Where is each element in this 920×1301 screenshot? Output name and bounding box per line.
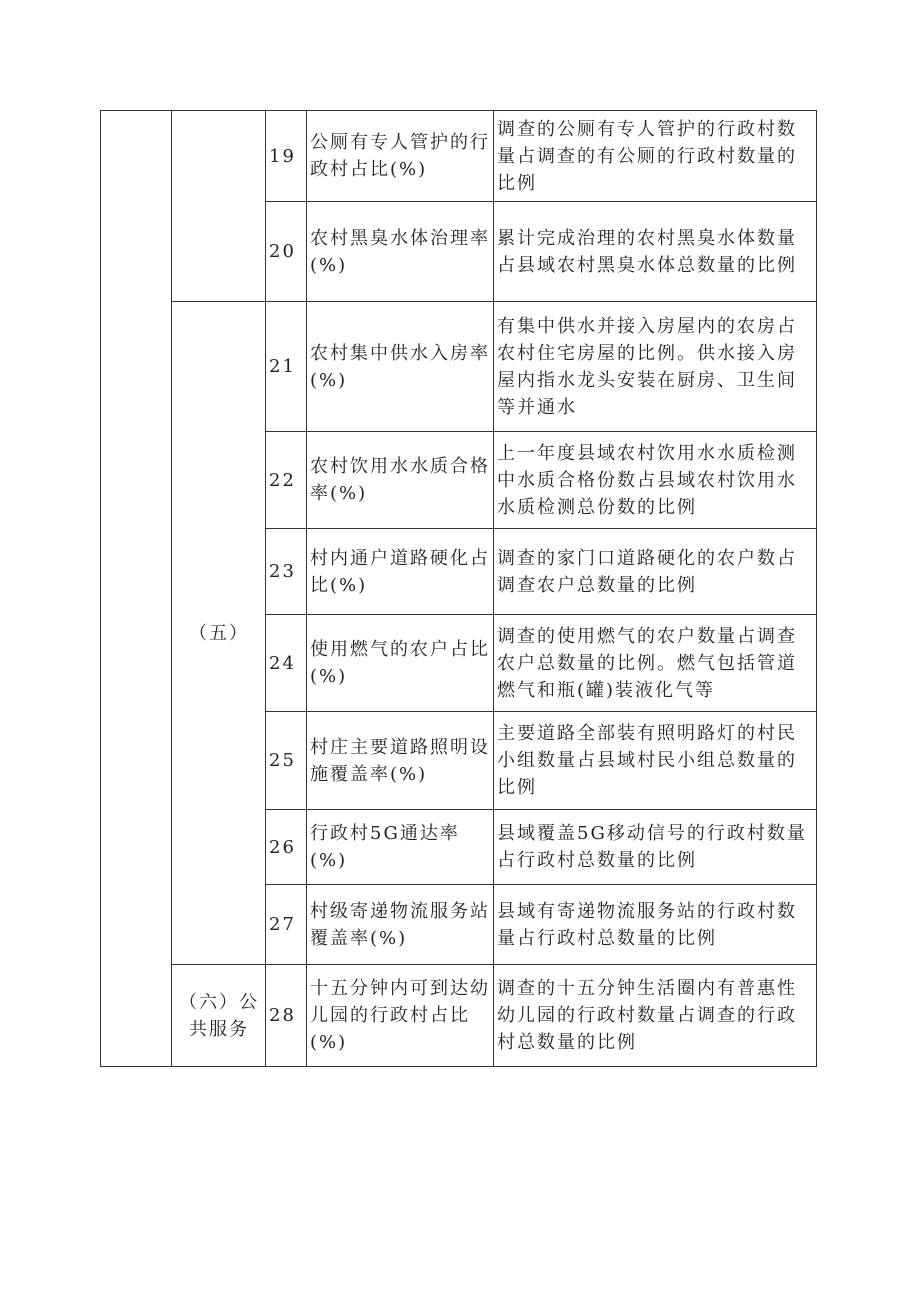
table-row	[101, 302, 817, 432]
indicator-name: 十五分钟内可到达幼儿园的行政村占比(%)	[307, 965, 494, 1067]
subcategory-cell	[172, 111, 266, 302]
row-number: 19	[266, 111, 307, 202]
indicator-name: 农村集中供水入房率(%)	[307, 302, 494, 432]
indicator-description: 有集中供水并接入房屋内的农房占农村住宅房屋的比例。供水接入房屋内指水龙头安装在厨房、卫生间等并通水	[494, 302, 817, 432]
indicator-description: 上一年度县域农村饮用水水质检测中水质合格份数占县域农村饮用水水质检测总份数的比例	[494, 432, 817, 529]
group-label-five: （五）	[172, 302, 266, 965]
row-number: 20	[266, 202, 307, 302]
indicator-name: 农村饮用水水质合格率(%)	[307, 432, 494, 529]
indicator-description: 调查的十五分钟生活圈内有普惠性幼儿园的行政村数量占调查的行政村总数量的比例	[494, 965, 817, 1067]
indicator-name: 行政村5G通达率(%)	[307, 810, 494, 885]
indicator-description: 累计完成治理的农村黑臭水体数量占县域农村黑臭水体总数量的比例	[494, 202, 817, 302]
indicator-name: 村庄主要道路照明设施覆盖率(%)	[307, 712, 494, 810]
row-number: 24	[266, 615, 307, 712]
indicator-name: 村级寄递物流服务站覆盖率(%)	[307, 885, 494, 965]
indicator-name: 村内通户道路硬化占比(%)	[307, 529, 494, 615]
row-number: 23	[266, 529, 307, 615]
indicator-description: 调查的使用燃气的农户数量占调查农户总数量的比例。燃气包括管道燃气和瓶(罐)装液化气等	[494, 615, 817, 712]
indicator-description: 县域覆盖5G移动信号的行政村数量占行政村总数量的比例	[494, 810, 817, 885]
row-number: 28	[266, 965, 307, 1067]
row-number: 26	[266, 810, 307, 885]
group-label-six: （六）公共服务	[172, 965, 266, 1067]
table-row	[101, 111, 817, 202]
category-cell	[101, 111, 172, 1067]
row-number: 22	[266, 432, 307, 529]
row-number: 21	[266, 302, 307, 432]
indicator-description: 调查的家门口道路硬化的农户数占调查农户总数量的比例	[494, 529, 817, 615]
indicator-name: 公厕有专人管护的行政村占比(%)	[307, 111, 494, 202]
indicator-name: 使用燃气的农户占比(%)	[307, 615, 494, 712]
row-number: 27	[266, 885, 307, 965]
indicator-table	[100, 110, 817, 1067]
row-number: 25	[266, 712, 307, 810]
indicator-name: 农村黑臭水体治理率(%)	[307, 202, 494, 302]
indicator-description: 调查的公厕有专人管护的行政村数量占调查的有公厕的行政村数量的比例	[494, 111, 817, 202]
indicator-description: 主要道路全部装有照明路灯的村民小组数量占县域村民小组总数量的比例	[494, 712, 817, 810]
indicator-description: 县域有寄递物流服务站的行政村数量占行政村总数量的比例	[494, 885, 817, 965]
table-row	[101, 965, 817, 1067]
